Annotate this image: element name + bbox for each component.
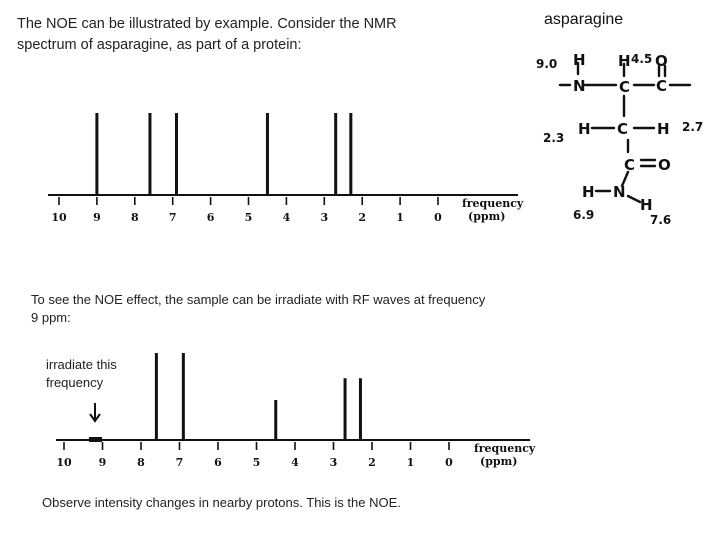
shift-label-ha: 4.5 bbox=[631, 52, 653, 66]
atom-c: C bbox=[617, 120, 629, 138]
tick-label: 6 bbox=[206, 211, 215, 224]
intro-text: The NOE can be illustrated by example. Consider the NMR spectrum of asparagine, as part of a protein: bbox=[17, 16, 397, 53]
axis-label-ppm: (ppm) bbox=[468, 210, 506, 223]
tick-label: 1 bbox=[406, 456, 415, 469]
tick-label: 7 bbox=[175, 456, 184, 469]
shift-label-hb1: 2.3 bbox=[543, 131, 565, 145]
atom-n: N bbox=[573, 77, 586, 95]
down-arrow-icon bbox=[90, 403, 100, 421]
tick-label: 5 bbox=[244, 211, 253, 224]
atom-h: H bbox=[573, 51, 586, 69]
tick-label: 0 bbox=[434, 211, 442, 224]
tick-label: 3 bbox=[329, 456, 338, 469]
spectrum-before bbox=[48, 113, 524, 224]
atom-o: O bbox=[658, 156, 671, 174]
atom-c: C bbox=[619, 78, 631, 96]
tick-label: 8 bbox=[130, 211, 139, 224]
tick-label: 10 bbox=[56, 456, 72, 469]
shift-label-nh: 9.0 bbox=[536, 57, 558, 71]
atom-h: H bbox=[618, 52, 631, 70]
peaks bbox=[156, 353, 360, 440]
tick-label: 3 bbox=[320, 211, 329, 224]
atom-h: H bbox=[640, 196, 653, 214]
atom-c: C bbox=[656, 77, 668, 95]
tick-label: 0 bbox=[445, 456, 453, 469]
irradiate-note: To see the NOE effect, the sample can be irradiate with RF waves at frequency 9 ppm: bbox=[31, 292, 486, 325]
atom-n: N bbox=[613, 183, 626, 201]
atom-h: H bbox=[578, 120, 591, 138]
shift-label-hb2: 2.7 bbox=[682, 120, 704, 134]
tick-label: 9 bbox=[98, 456, 107, 469]
axis-ticks bbox=[51, 197, 442, 224]
atom-h: H bbox=[657, 120, 670, 138]
axis-label-ppm: (ppm) bbox=[480, 455, 518, 468]
tick-label: 4 bbox=[291, 456, 299, 469]
tick-label: 2 bbox=[368, 456, 376, 469]
shift-label-nh2-b: 7.6 bbox=[650, 213, 672, 227]
atom-h: H bbox=[582, 183, 595, 201]
shift-label-nh2-a: 6.9 bbox=[573, 208, 595, 222]
tick-label: 1 bbox=[396, 211, 404, 224]
molecule-title: asparagine bbox=[544, 11, 624, 28]
tick-label: 7 bbox=[168, 211, 177, 224]
observe-text: Observe intensity changes in nearby protons. This is the NOE. bbox=[42, 495, 401, 510]
tick-label: 6 bbox=[214, 456, 222, 469]
tick-label: 2 bbox=[358, 211, 367, 224]
irradiate-label: irradiate this frequency bbox=[46, 357, 117, 390]
tick-label: 8 bbox=[137, 456, 145, 469]
tick-label: 4 bbox=[282, 211, 291, 224]
peaks bbox=[97, 113, 351, 195]
tick-label: 9 bbox=[93, 211, 101, 224]
bond bbox=[628, 196, 640, 202]
atom-c: C bbox=[624, 156, 636, 174]
axis-label-frequency: frequency bbox=[474, 442, 536, 455]
tick-label: 5 bbox=[252, 456, 261, 469]
axis-ticks bbox=[56, 442, 453, 469]
spectrum-after bbox=[56, 353, 536, 469]
atom-o: O bbox=[655, 52, 668, 70]
axis-label-frequency: frequency bbox=[462, 197, 524, 210]
tick-label: 10 bbox=[51, 211, 67, 224]
asparagine-atoms bbox=[573, 51, 671, 214]
irradiation-marker bbox=[89, 437, 102, 442]
